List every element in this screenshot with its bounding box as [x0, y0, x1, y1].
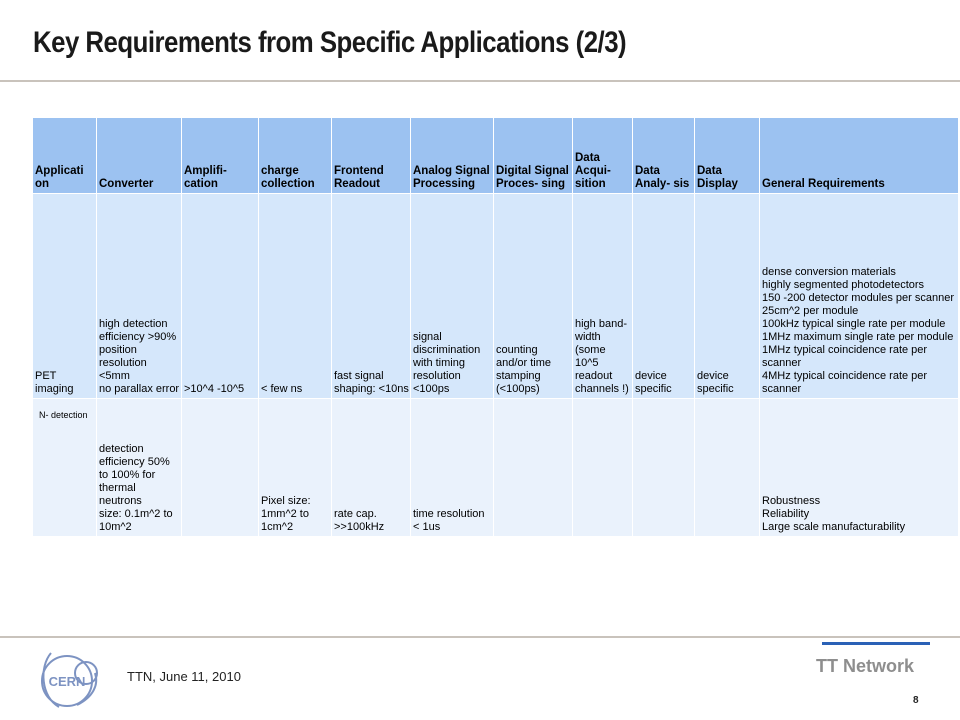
title-divider	[0, 80, 960, 82]
table-cell: Robustness Reliability Large scale manufacturability	[760, 399, 959, 537]
header-charge-collection: charge collection	[259, 118, 332, 194]
footer-event-date: TTN, June 11, 2010	[127, 669, 241, 684]
table-cell: rate cap. >>100kHz	[332, 399, 411, 537]
network-label: TT Network	[816, 656, 915, 676]
table-cell: time resolution < 1us	[411, 399, 494, 537]
table-cell: high band- width (some 10^5 readout channels !)	[573, 194, 633, 399]
header-amplification: Amplifi- cation	[182, 118, 259, 194]
table-cell: device specific	[633, 194, 695, 399]
table-cell	[494, 399, 573, 537]
table-cell: fast signal shaping: <10ns	[332, 194, 411, 399]
slide-title: Key Requirements from Specific Applications (2/3)	[33, 26, 627, 59]
table-cell: counting and/or time stamping (<100ps)	[494, 194, 573, 399]
table-cell: dense conversion materials highly segmented photodetectors 150 -200 detector modules per scanner 25cm^2 per module 100kHz typical single rate per module 1MHz maximum single rate per module 1MHz typical coincidence rate per scanner 4MHz typical coincidence rate per scanner	[760, 194, 959, 399]
header-data-analysis: Data Analy- sis	[633, 118, 695, 194]
table-cell	[182, 399, 259, 537]
table-row-n-detection	[33, 399, 959, 537]
table-cell	[573, 399, 633, 537]
page-number: 8	[913, 695, 919, 706]
requirements-table	[32, 117, 959, 537]
cern-logo-icon	[33, 645, 105, 713]
table-cell: signal discrimination with timing resolution <100ps	[411, 194, 494, 399]
table-cell: Pixel size: 1mm^2 to 1cm^2	[259, 399, 332, 537]
header-data-display: Data Display	[695, 118, 760, 194]
table-cell	[695, 399, 760, 537]
header-converter: Converter	[97, 118, 182, 194]
header-general-requirements: General Requirements	[760, 118, 959, 194]
header-frontend-readout: Frontend Readout	[332, 118, 411, 194]
table-cell	[633, 399, 695, 537]
table-cell: N- detection	[33, 399, 97, 537]
svg-text:CERN: CERN	[48, 674, 86, 689]
header-application: Applicati on	[33, 118, 97, 194]
header-data-acquisition: Data Acqui- sition	[573, 118, 633, 194]
table-cell: device specific	[695, 194, 760, 399]
header-digital-signal-processing: Digital Signal Proces- sing	[494, 118, 573, 194]
table-cell: detection efficiency 50% to 100% for thermal neutrons size: 0.1m^2 to 10m^2	[97, 399, 182, 537]
table-cell: < few ns	[259, 194, 332, 399]
header-analog-signal-processing: Analog Signal Processing	[411, 118, 494, 194]
header-row	[33, 118, 959, 194]
table-cell: high detection efficiency >90% position resolution <5mm no parallax error	[97, 194, 182, 399]
footer-divider	[0, 636, 960, 638]
table-row-pet-imaging	[33, 194, 959, 399]
accent-bar	[822, 642, 930, 645]
table-cell: PET imaging	[33, 194, 97, 399]
table-cell: >10^4 -10^5	[182, 194, 259, 399]
